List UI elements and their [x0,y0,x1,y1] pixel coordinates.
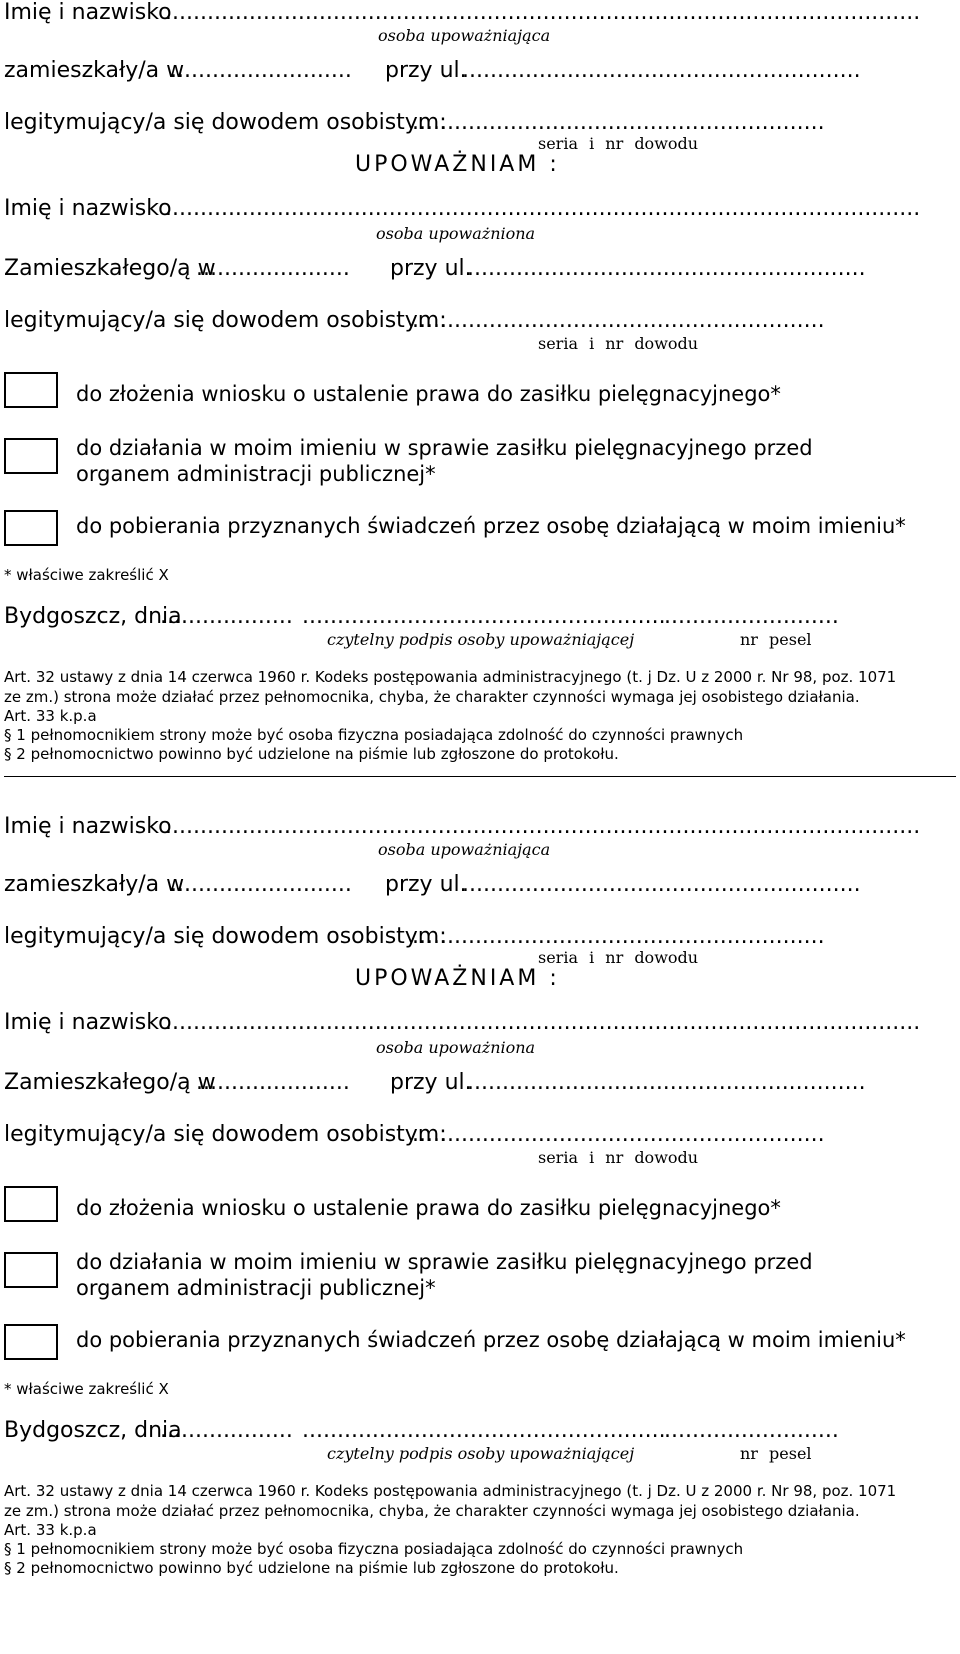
date-field[interactable]: ................... [160,1418,293,1443]
grantor-name-field[interactable]: ............................................................................................................ [165,0,921,25]
section-divider [4,776,956,777]
attorney-name-label: Imię i nazwisko [4,196,172,221]
attorney-city-field[interactable]: ...................... [196,1070,350,1095]
option-label-representation: do działania w moim imieniu w sprawie zasiłku pielęgnacyjnego przed [76,436,813,460]
attorney-id-caption: seria i nr dowodu [538,1148,699,1167]
grantor-city-field[interactable]: .......................... [170,58,352,83]
grantor-id-field[interactable]: ........................................................... [412,110,825,135]
attorney-address-label: Zamieszkałego/ą w [4,256,216,281]
option-label-collection: do pobierania przyznanych świadczeń przez osobę działającą w moim imieniu* [76,1328,906,1352]
attorney-name-label: Imię i nazwisko [4,1010,172,1035]
option-label-representation: do działania w moim imieniu w sprawie zasiłku pielęgnacyjnego przed [76,1250,813,1274]
place-date-label: Bydgoszcz, dnia [4,604,182,629]
pesel-caption: nr pesel [740,630,812,649]
authorize-heading: UPOWAŻNIAM : [355,966,560,991]
attorney-street-field[interactable]: ......................................................... [467,1070,866,1095]
legal-note-1: Art. 32 ustawy z dnia 14 czerwca 1960 r. Kodeks postępowania administracyjnego (t. j Dz. U z 2000 r. Nr 98, poz. 1071 [4,1482,897,1500]
grantor-street-label: przy ul. [385,58,467,83]
grantor-street-label: przy ul. [385,872,467,897]
footnote: * właściwe zakreślić X [4,566,169,584]
grantor-name-label: Imię i nazwisko [4,0,172,25]
legal-note-4: § 1 pełnomocnikiem strony może być osoba fizyczna posiadająca zdolność do czynności prawnych [4,1540,744,1558]
grantor-id-caption: seria i nr dowodu [538,134,699,153]
footnote: * właściwe zakreślić X [4,1380,169,1398]
attorney-street-label: przy ul. [390,256,472,281]
legal-note-4: § 1 pełnomocnikiem strony może być osoba fizyczna posiadająca zdolność do czynności prawnych [4,726,744,744]
grantor-name-label: Imię i nazwisko [4,814,172,839]
option-checkbox-collection[interactable] [4,510,58,546]
grantor-id-field[interactable]: ........................................................... [412,924,825,949]
signature-caption: czytelny podpis osoby upoważniającej [327,1444,635,1463]
attorney-name-field[interactable]: ............................................................................................................ [165,1010,921,1035]
attorney-name-caption: osoba upoważniona [376,1038,536,1057]
attorney-name-caption: osoba upoważniona [376,224,536,243]
grantor-id-label: legitymujący/a się dowodem osobistym: [4,110,447,135]
pesel-field[interactable]: ......................... [664,604,839,629]
grantor-id-label: legitymujący/a się dowodem osobistym: [4,924,447,949]
option-checkbox-application[interactable] [4,372,58,408]
grantor-street-field[interactable]: ......................................................... [462,872,861,897]
attorney-street-field[interactable]: ......................................................... [467,256,866,281]
grantor-name-field[interactable]: ............................................................................................................ [165,814,921,839]
attorney-street-label: przy ul. [390,1070,472,1095]
signature-caption: czytelny podpis osoby upoważniającej [327,630,635,649]
attorney-id-label: legitymujący/a się dowodem osobistym: [4,1122,447,1147]
legal-note-2: ze zm.) strona może działać przez pełnomocnika, chyba, że charakter czynności wymaga jej osobistego działania. [4,1502,860,1520]
legal-note-3: Art. 33 k.p.a [4,707,97,725]
pesel-caption: nr pesel [740,1444,812,1463]
option-label-representation-cont: organem administracji publicznej* [76,462,436,486]
legal-note-3: Art. 33 k.p.a [4,1521,97,1539]
attorney-id-field[interactable]: ........................................................... [412,308,825,333]
authorization-form [0,814,960,1640]
attorney-address-label: Zamieszkałego/ą w [4,1070,216,1095]
option-checkbox-application[interactable] [4,1186,58,1222]
signature-field[interactable]: .................................................... [302,1418,666,1443]
grantor-address-label: zamieszkały/a w [4,58,185,83]
option-checkbox-representation[interactable] [4,1252,58,1288]
legal-note-5: § 2 pełnomocnictwo powinno być udzielone na piśmie lub zgłoszone do protokołu. [4,1559,619,1577]
grantor-name-caption: osoba upoważniająca [378,26,551,45]
legal-note-1: Art. 32 ustawy z dnia 14 czerwca 1960 r. Kodeks postępowania administracyjnego (t. j Dz. U z 2000 r. Nr 98, poz. 1071 [4,668,897,686]
legal-note-5: § 2 pełnomocnictwo powinno być udzielone na piśmie lub zgłoszone do protokołu. [4,745,619,763]
option-label-representation-cont: organem administracji publicznej* [76,1276,436,1300]
option-label-collection: do pobierania przyznanych świadczeń przez osobę działającą w moim imieniu* [76,514,906,538]
attorney-city-field[interactable]: ...................... [196,256,350,281]
option-label-application: do złożenia wniosku o ustalenie prawa do zasiłku pielęgnacyjnego* [76,382,781,406]
legal-note-2: ze zm.) strona może działać przez pełnomocnika, chyba, że charakter czynności wymaga jej osobistego działania. [4,688,860,706]
grantor-id-caption: seria i nr dowodu [538,948,699,967]
pesel-field[interactable]: ......................... [664,1418,839,1443]
attorney-id-caption: seria i nr dowodu [538,334,699,353]
place-date-label: Bydgoszcz, dnia [4,1418,182,1443]
grantor-name-caption: osoba upoważniająca [378,840,551,859]
option-checkbox-representation[interactable] [4,438,58,474]
option-checkbox-collection[interactable] [4,1324,58,1360]
attorney-id-field[interactable]: ........................................................... [412,1122,825,1147]
option-label-application: do złożenia wniosku o ustalenie prawa do zasiłku pielęgnacyjnego* [76,1196,781,1220]
grantor-city-field[interactable]: .......................... [170,872,352,897]
attorney-name-field[interactable]: ............................................................................................................ [165,196,921,221]
grantor-street-field[interactable]: ......................................................... [462,58,861,83]
authorization-form [0,0,960,826]
authorize-heading: UPOWAŻNIAM : [355,152,560,177]
date-field[interactable]: ................... [160,604,293,629]
grantor-address-label: zamieszkały/a w [4,872,185,897]
signature-field[interactable]: .................................................... [302,604,666,629]
attorney-id-label: legitymujący/a się dowodem osobistym: [4,308,447,333]
